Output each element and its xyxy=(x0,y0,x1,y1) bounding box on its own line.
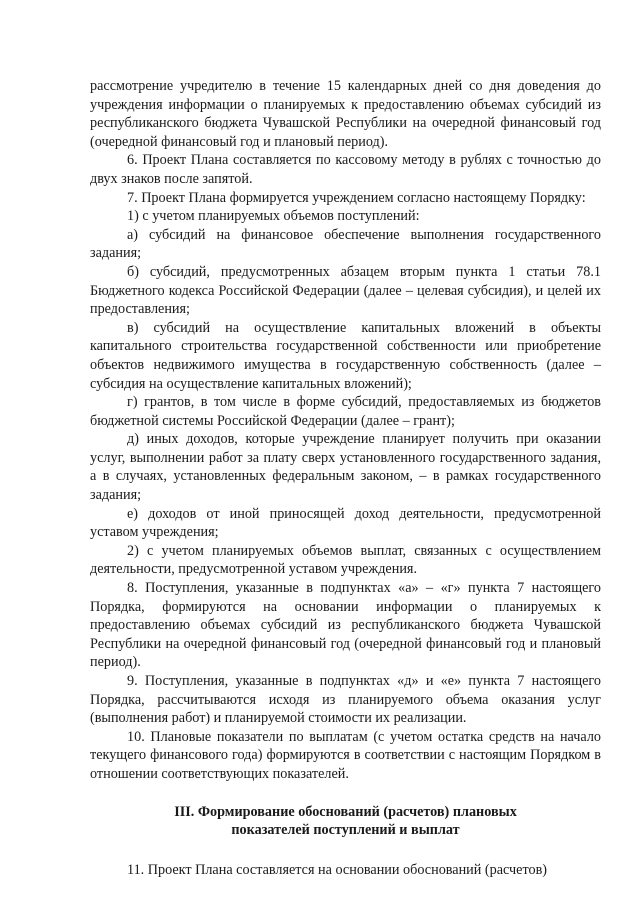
paragraph-item-6: 6. Проект Плана составляется по кассовому методу в рублях с точностью до двух знаков после запятой. xyxy=(90,152,601,187)
paragraph: рассмотрение учредителю в течение 15 календарных дней со дня доведения до учреждения информации о планируемых к предоставлению объемах субсидий из республиканского бюджета Чувашской Республики на очередной финансовый год (очередной финансовый год и плановый период). xyxy=(90,78,601,150)
section-heading-line-1: III. Формирование обоснований (расчетов) плановых xyxy=(174,803,517,820)
paragraph-subitem-e: е) доходов от иной приносящей доход деятельности, предусмотренной уставом учреждения; xyxy=(90,505,601,541)
paragraph-item-8: 8. Поступления, указанные в подпунктах «а» – «г» пункта 7 настоящего Порядка, формируются на основании информации о планируемых к предоставлению объемах субсидий из республиканского бюджета Чувашской Республики на очередной финансовый год (очередной финансовый год и плановый период). xyxy=(90,580,601,671)
paragraph-subitem-v: в) субсидий на осуществление капитальных вложений в объекты капитального строительства государственной собственности или приобретение объектов недвижимого имущества в государственную собственность (далее – субсидия на осуществление капитальных вложений); xyxy=(90,319,601,392)
paragraph-subitem-g: г) грантов, в том числе в форме субсидий, предоставляемых из бюджетов бюджетной системы Российской Федерации (далее – грант); xyxy=(90,394,601,429)
paragraphs-before xyxy=(90,77,601,784)
paragraph-item-9: 9. Поступления, указанные в подпунктах «д» и «е» пункта 7 настоящего Порядка, рассчитываются исходя из планируемого объема оказания услуг (выполнения работ) и планируемой стоимости их реализации. xyxy=(90,673,601,727)
paragraph-subitem-2: 2) с учетом планируемых объемов выплат, связанных с осуществлением деятельности, предусмотренной уставом учреждения. xyxy=(90,542,601,578)
paragraph-subitem-a: а) субсидий на финансовое обеспечение выполнения государственного задания; xyxy=(90,226,601,262)
document-page xyxy=(90,77,601,879)
section-heading xyxy=(90,803,601,840)
paragraph-item-7: 7. Проект Плана формируется учреждением согласно настоящему Порядку: xyxy=(127,189,586,206)
paragraphs-after xyxy=(90,861,601,880)
paragraph-subitem-b: б) субсидий, предусмотренных абзацем вторым пункта 1 статьи 78.1 Бюджетного кодекса Российской Федерации (далее – целевая субсидия), и целей их предоставления; xyxy=(90,263,601,318)
paragraph-subitem-1: 1) с учетом планируемых объемов поступлений: xyxy=(127,208,420,225)
paragraph-item-10: 10. Плановые показатели по выплатам (с учетом остатка средств на начало текущего финансового года) формируются в соответствии с настоящим Порядком в отношении соответствующих показателей. xyxy=(90,728,601,782)
paragraph-subitem-d: д) иных доходов, которые учреждение планирует получить при оказании услуг, выполнении работ за плату сверх установленного государственного задания, а в случаях, установленных федеральным законом, – в рамках государственного задания; xyxy=(90,431,601,504)
section-heading-line-2: показателей поступлений и выплат xyxy=(231,822,460,839)
paragraph-item-11: 11. Проект Плана составляется на основании обоснований (расчетов) xyxy=(127,861,548,878)
